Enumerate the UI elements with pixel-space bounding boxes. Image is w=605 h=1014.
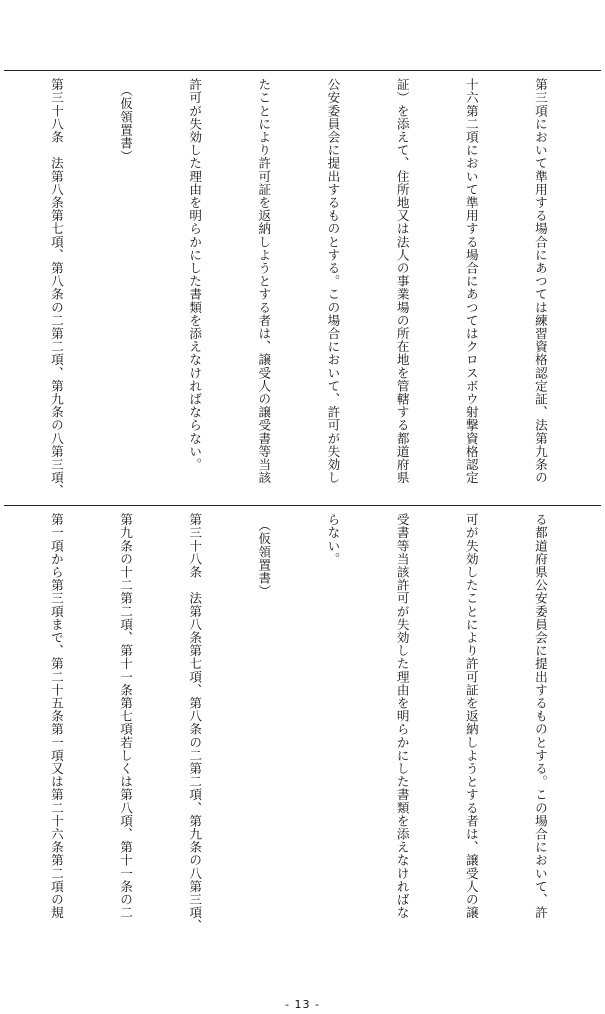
article-heading: （仮領置書） <box>118 84 134 163</box>
text-line: 第九条の十二第二項、第十一条第七項若しくは第八項、第十一条の二 <box>118 513 134 920</box>
text-line: 公安委員会に提出するものとする。この場合において、許可が失効し <box>325 78 341 485</box>
middle-rule <box>4 505 601 506</box>
article-heading: （仮領置書） <box>256 519 272 598</box>
text-line: 第三十八条 法第八条第七項、第八条の二第二項、第九条の八第三項、 <box>187 513 203 933</box>
text-line: 第三十八条 法第八条第七項、第八条の二第二項、第九条の八第三項、 <box>48 78 64 498</box>
text-line: たことにより許可証を返納しようとする者は、譲受人の譲受書等当該 <box>256 78 272 485</box>
page-number: - 13 - <box>285 998 320 1011</box>
text-line: 証）を添えて、住所地又は法人の事業場の所在地を管轄する都道府県 <box>394 78 410 485</box>
text-line: 受書等当該許可が失効した理由を明らかにした書類を添えなければな <box>394 513 410 920</box>
text-line: 十六第二項において準用する場合にあつてはクロスボウ射撃資格認定 <box>463 78 479 485</box>
text-line: る都道府県公安委員会に提出するものとする。この場合において、許 <box>532 513 548 920</box>
text-line: らない。 <box>325 513 341 566</box>
text-line: 第一項から第三項まで、第二十五条第一項又は第二十六条第二項の規 <box>48 513 64 920</box>
lower-current-text <box>6 513 598 937</box>
text-line: 第三項において準用する場合にあつては練習資格認定証、法第九条の <box>532 78 548 485</box>
text-line: 可が失効したことにより許可証を返納しようとする者は、譲受人の譲 <box>463 513 479 920</box>
text-line: 許可が失効した理由を明らかにした書類を添えなければならない。 <box>187 78 203 471</box>
top-rule <box>4 70 601 71</box>
upper-amended-text <box>6 78 598 502</box>
